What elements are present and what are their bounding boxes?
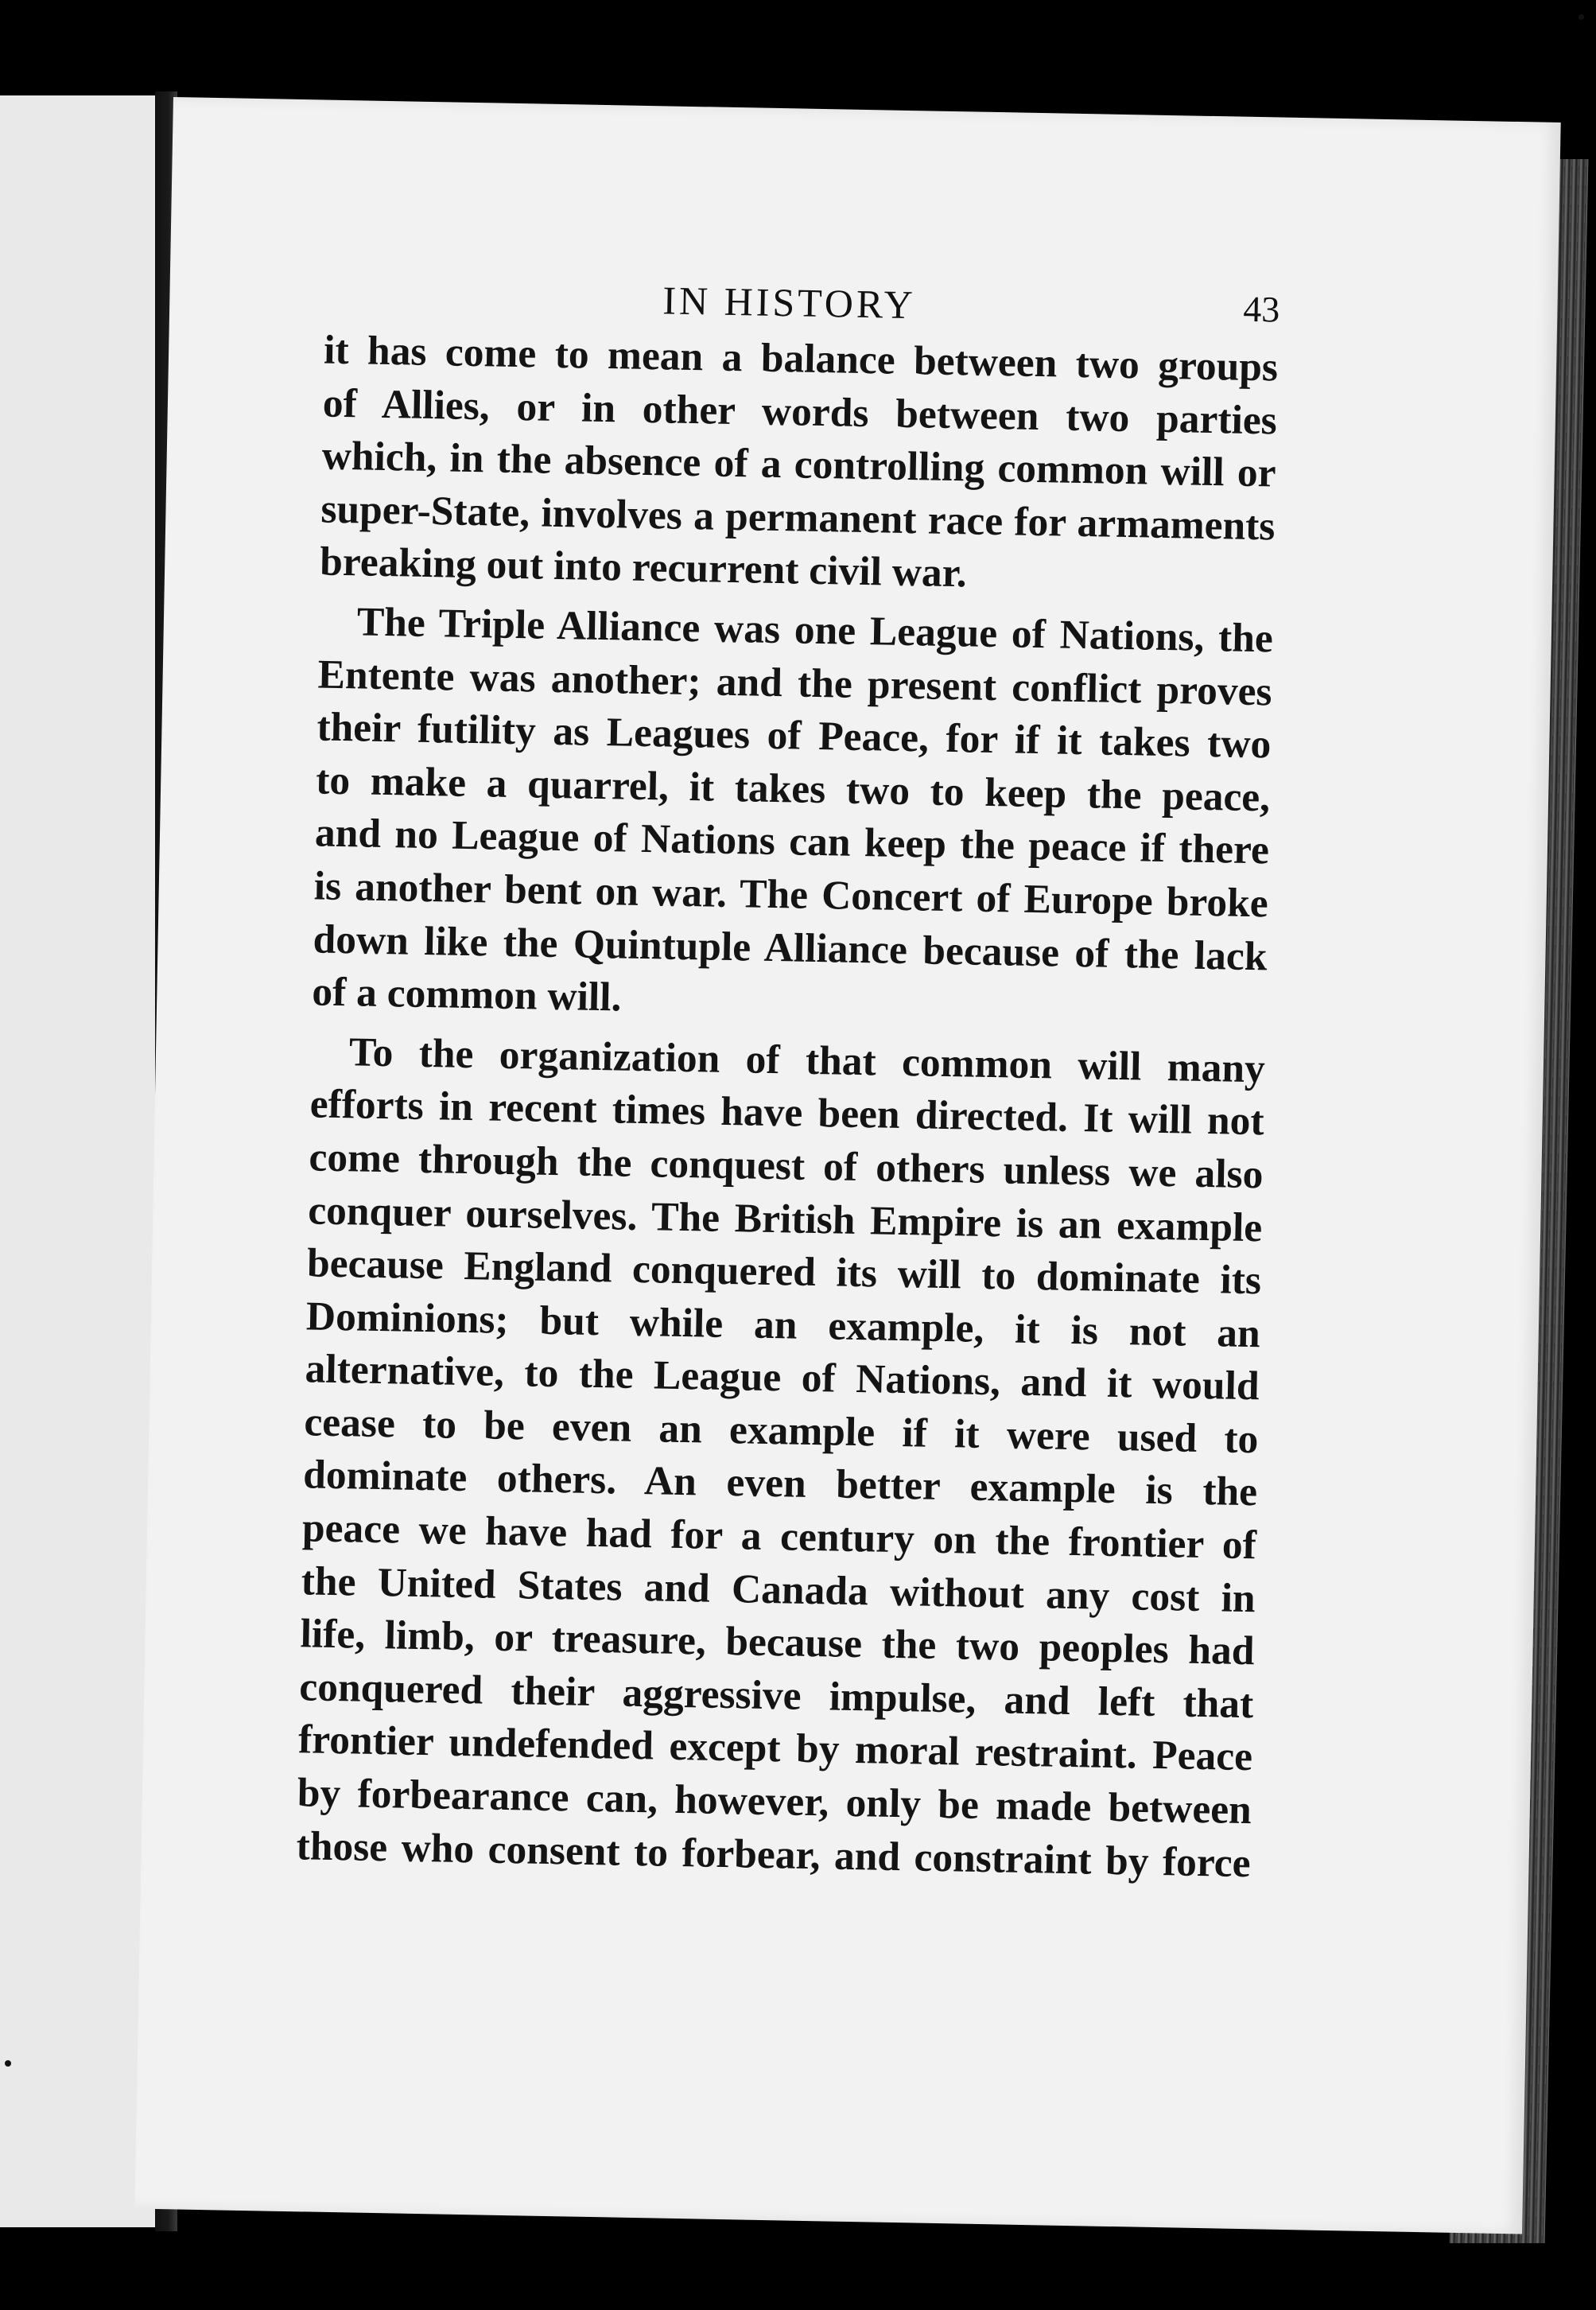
- text-line: and no League of Nations can keep the peace if there: [314, 810, 1270, 873]
- text-line: Dominions; but while an example, it is not an: [305, 1293, 1261, 1356]
- running-head: IN HISTORY: [662, 278, 917, 328]
- text-line: to make a quarrel, it takes two to keep the peace,: [315, 757, 1271, 821]
- text-line: super-State, involves a permanent race for armaments: [320, 486, 1276, 550]
- text-line: alternative, to the League of Nations, and it would: [305, 1346, 1260, 1410]
- paragraph: [320, 325, 1279, 607]
- text-line: their futility as Leagues of Peace, for if it takes two: [316, 704, 1272, 768]
- text-line: efforts in recent times have been directed. It will not: [309, 1081, 1265, 1145]
- text-line: by forbearance can, however, only be made between: [297, 1770, 1252, 1834]
- text-line: frontier undefended except by moral restraint. Peace: [297, 1717, 1253, 1780]
- left-page-fragment: [0, 95, 155, 2227]
- page-number: 43: [1242, 288, 1280, 330]
- text-line: down like the Quintuple Alliance because of the lack: [313, 916, 1268, 979]
- text-line: it has come to mean a balance between two groups: [323, 327, 1279, 391]
- text-line: which, in the absence of a controlling common will or: [321, 433, 1277, 496]
- text-line: Entente was another; and the present conflict proves: [317, 651, 1273, 714]
- text-line: To the organization of that common will many: [348, 1029, 1266, 1092]
- text-line: peace we have had for a century on the frontier of: [301, 1505, 1257, 1569]
- text-line: breaking out into recurrent civil war.: [319, 539, 968, 597]
- text-line: of a common will.: [311, 969, 622, 1021]
- text-line: conquered their aggressive impulse, and left that: [298, 1664, 1254, 1728]
- text-line: dominate others. An even better example is the: [302, 1452, 1258, 1515]
- paragraph: [312, 595, 1274, 1036]
- text-line: the United States and Canada without any cost in: [301, 1558, 1256, 1621]
- scan-speck: [1579, 14, 1584, 20]
- text-line: of Allies, or in other words between two parties: [322, 380, 1278, 444]
- text-line: cease to be even an example if it were used to: [303, 1399, 1259, 1463]
- text-line: conquer ourselves. The British Empire is an example: [307, 1187, 1263, 1250]
- scan-speck: [5, 2060, 11, 2067]
- text-line: those who consent to forbear, and constraint by force: [296, 1822, 1252, 1886]
- text-line: life, limb, or treasure, because the two peoples had: [300, 1611, 1255, 1674]
- text-line: come through the conquest of others unless we also: [309, 1134, 1264, 1198]
- text-line: The Triple Alliance was one League of Nations, the: [356, 599, 1274, 662]
- text-line: is another bent on war. The Concert of Europe broke: [313, 863, 1269, 927]
- text-line: because England conquered its will to dominate its: [306, 1240, 1262, 1304]
- paragraph: [296, 1025, 1265, 1890]
- body-text: [296, 325, 1278, 1891]
- book-page: [134, 97, 1560, 2234]
